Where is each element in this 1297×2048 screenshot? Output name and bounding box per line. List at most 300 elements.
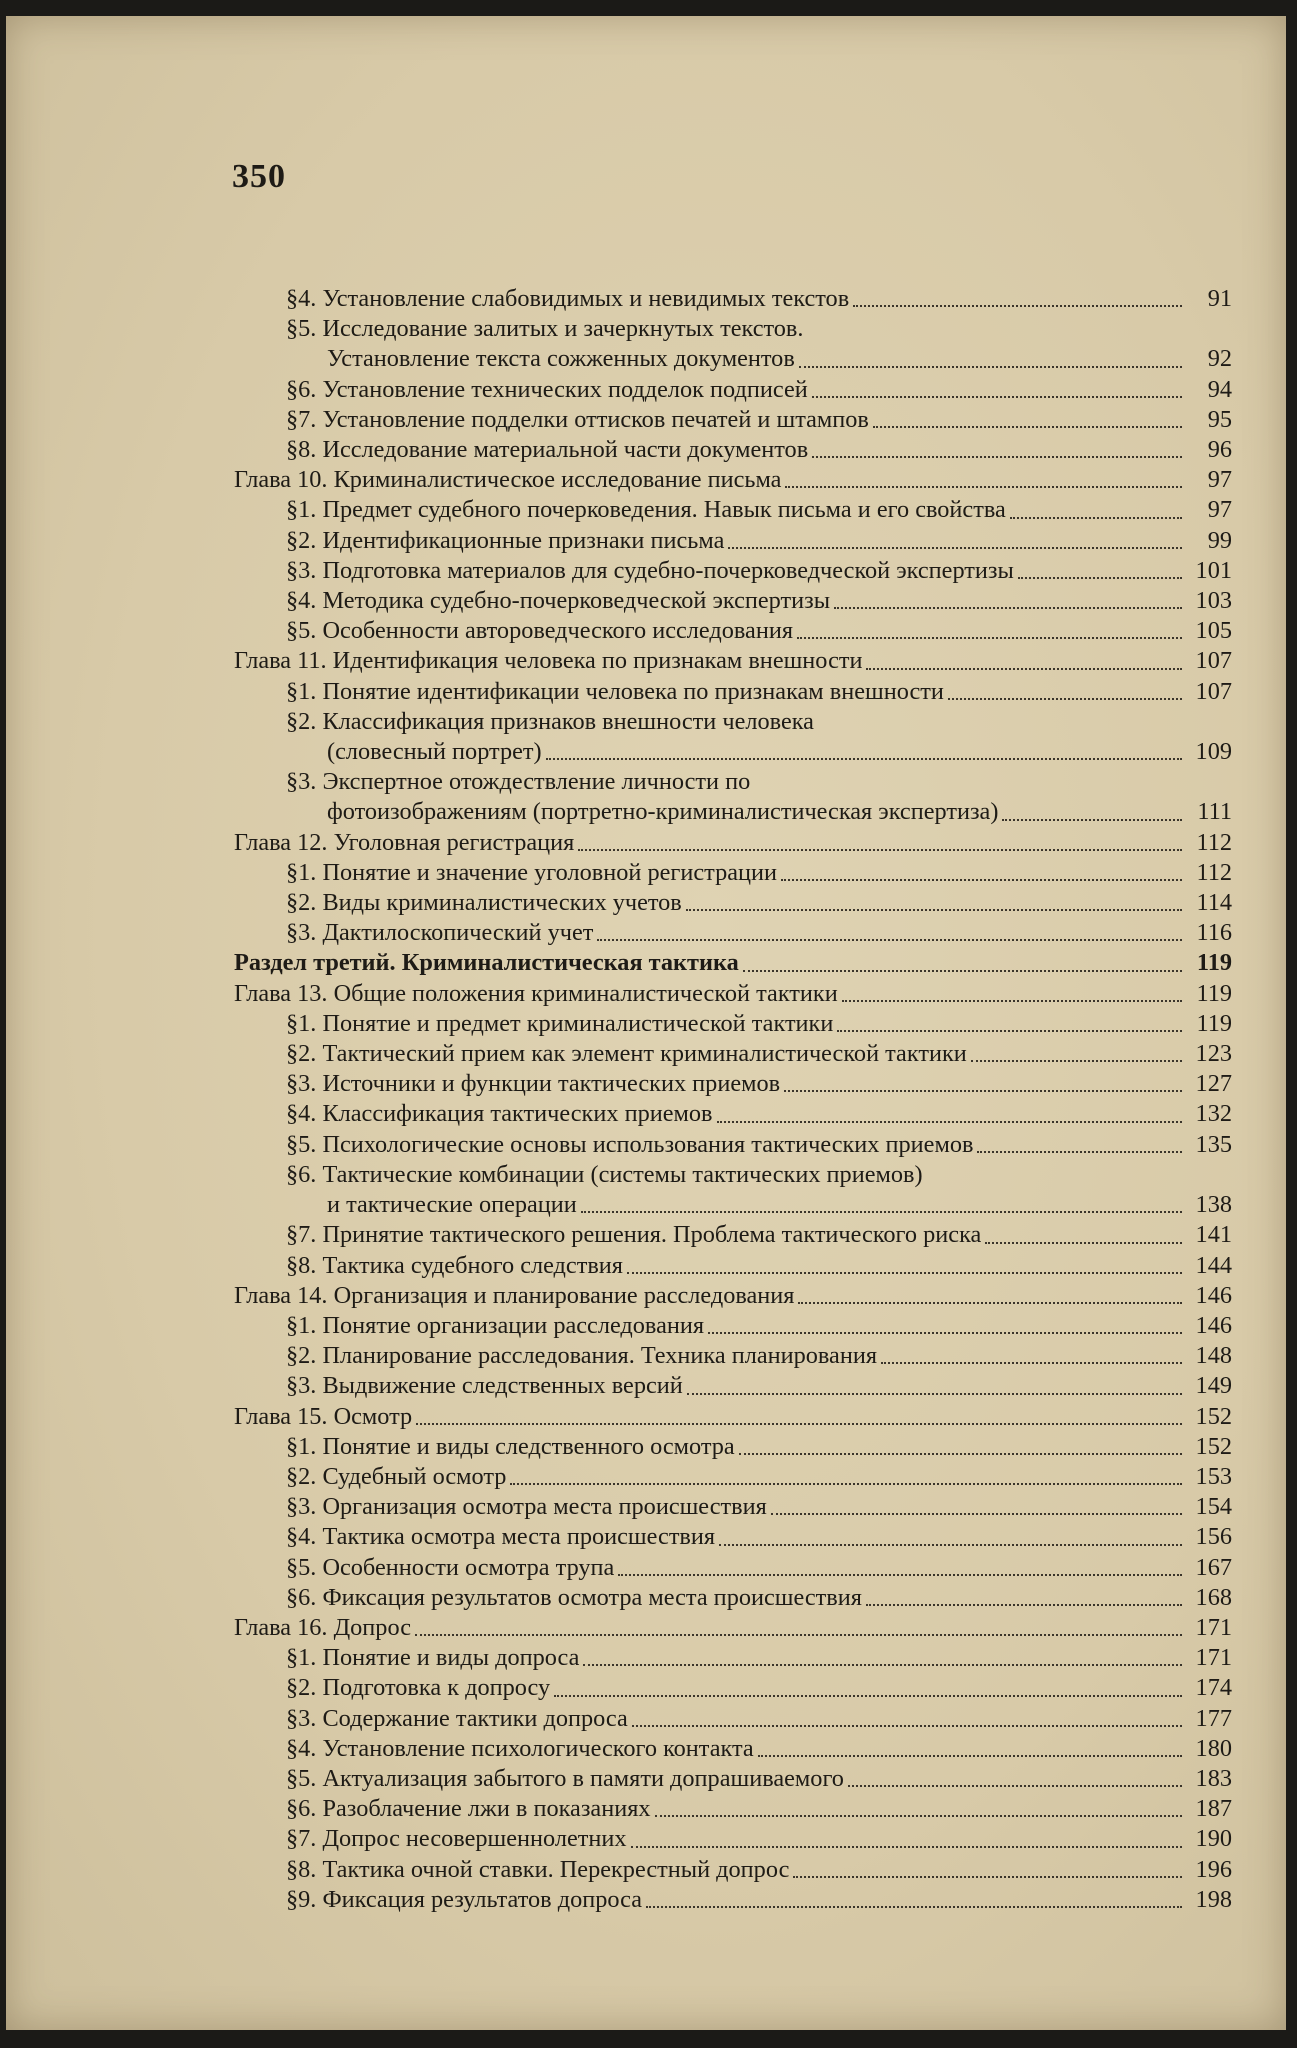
toc-page-number: 152 [1195,1432,1232,1460]
dot-leader [837,1029,1182,1032]
toc-entry-text [286,435,1232,465]
toc-entry-text [286,677,1232,707]
toc-entry-line [286,1643,1232,1673]
toc-entry-line [286,858,1232,888]
toc-entry-title: §1. Понятие и виды допроса [286,1644,580,1672]
dot-leader [1002,818,1182,821]
toc-entry-text [286,1160,1232,1220]
toc-entry-title: §4. Классификация тактических приемов [286,1100,713,1128]
toc-entry-line [286,405,1232,435]
toc-entry-title: Глава 16. Допрос [234,1613,411,1641]
dot-leader [739,1452,1182,1455]
toc-entry-line [286,1553,1232,1583]
toc-entry-title: §6. Фиксация результатов осмотра места происшествия [286,1583,862,1611]
toc-entry-text [234,1613,1232,1643]
toc-entry-title: §3. Организация осмотра места происшествия [286,1493,767,1521]
dot-leader [686,908,1182,911]
dot-leader [793,1875,1182,1878]
toc-entry-title: (словесный портрет) [327,738,542,766]
toc-entry-title: §4. Тактика осмотра места происшествия [286,1523,716,1551]
toc-entry-title: §2. Классификация признаков внешности человека [286,707,814,735]
toc-entry-title: Установление текста сожженных документов [327,345,795,373]
toc-entry-text [286,526,1232,556]
toc-entry-line [286,556,1232,586]
dot-leader [416,1422,1182,1425]
toc-entry-line [234,948,1232,978]
toc-entry-title: §5. Особенности осмотра трупа [286,1553,615,1581]
toc-entry-text [286,1069,1232,1099]
toc-entry-text [286,314,1232,374]
toc-entry-text [286,556,1232,586]
toc-entry-line [234,1613,1232,1643]
toc-entry-section [234,284,1232,314]
toc-entry-line [286,1069,1232,1099]
dot-leader [578,848,1182,851]
toc-entry-title: Глава 15. Осмотр [234,1402,413,1430]
toc-entry-chapter [234,465,1232,495]
dot-leader [771,1512,1182,1515]
toc-entry-text [286,284,1232,314]
dot-leader [583,1663,1182,1666]
toc-entry-section [234,1794,1232,1824]
toc-entry-title: §7. Допрос несовершеннолетних [286,1825,627,1853]
dot-leader [758,1754,1182,1757]
toc-entry-section [234,1492,1232,1522]
toc-entry-text [286,1764,1232,1794]
toc-entry-text [234,828,1232,858]
dot-leader [977,1150,1182,1153]
toc-page-number: 96 [1207,436,1232,464]
toc-page-number: 116 [1196,919,1232,947]
toc-entry-section [234,1099,1232,1129]
toc-entry-section [234,1130,1232,1160]
toc-entry-text [286,1583,1232,1613]
toc-entry-text [286,1371,1232,1401]
toc-entry-text [286,1855,1232,1885]
toc-page-number: 171 [1195,1644,1232,1672]
toc-page-number: 103 [1195,587,1232,615]
dot-leader [798,1301,1182,1304]
toc-page-number: 171 [1195,1613,1232,1641]
toc-entry-title: §1. Понятие и значение уголовной регистрации [286,858,778,886]
toc-entry-section [234,1553,1232,1583]
toc-entry-title: §6. Тактические комбинации (системы тактических приемов) [286,1160,923,1188]
toc-entry-line [286,1341,1232,1371]
toc-entry-title: §5. Психологические основы использования тактических приемов [286,1130,974,1158]
dot-leader [597,938,1182,941]
toc-entry-section [234,405,1232,435]
toc-page-number: 174 [1195,1674,1232,1702]
toc-page-number: 119 [1196,949,1232,977]
toc-entry-title: §5. Особенности автороведческого исследования [286,617,794,645]
toc-entry-title: §4. Установление психологического контакта [286,1734,754,1762]
toc-page-number: 99 [1207,526,1232,554]
dot-leader [687,1392,1182,1395]
dot-leader [873,425,1182,428]
toc-page-number: 144 [1195,1251,1232,1279]
dot-leader [797,636,1182,639]
toc-entry-text [286,616,1232,646]
dot-leader [646,1905,1182,1908]
toc-entry-text [286,888,1232,918]
toc-entry-part [234,948,1232,978]
dot-leader [743,969,1182,972]
toc-entry-text [286,918,1232,948]
toc-page-number: 107 [1195,677,1232,705]
toc-entry-section [234,1885,1232,1915]
toc-entry-title: §1. Понятие и виды следственного осмотра [286,1432,735,1460]
toc-entry-text [286,707,1232,767]
toc-entry-chapter [234,646,1232,676]
toc-entry-text [286,1432,1232,1462]
toc-entry-line [286,1462,1232,1492]
toc-entry-line [286,1009,1232,1039]
dot-leader [799,365,1182,368]
page-number: 350 [232,158,286,195]
toc-entry-line [286,1522,1232,1552]
toc-entry-text [286,1643,1232,1673]
toc-entry-text [234,979,1232,1009]
toc-entry-title: §8. Тактика очной ставки. Перекрестный допрос [286,1855,790,1883]
toc-entry-chapter [234,1613,1232,1643]
toc-entry-title: Раздел третий. Криминалистическая тактика [234,949,739,977]
toc-entry-title: §3. Источники и функции тактических приемов [286,1070,781,1098]
toc-entry-section [234,918,1232,948]
book-page [6,16,1286,2030]
toc-page-number: 92 [1207,345,1232,373]
toc-entry-line [286,1220,1232,1250]
toc-entry-text [286,1039,1232,1069]
table-of-contents [234,284,1232,1915]
toc-page-number: 97 [1207,496,1232,524]
toc-page-number: 146 [1195,1311,1232,1339]
toc-page-number: 105 [1195,617,1232,645]
toc-entry-line [286,1673,1232,1703]
toc-entry-line [286,1099,1232,1129]
dot-leader [971,1059,1182,1062]
toc-entry-text [286,586,1232,616]
toc-entry-line [286,767,1232,797]
toc-entry-title: §7. Установление подделки оттисков печатей и штампов [286,405,869,433]
toc-entry-text [286,1130,1232,1160]
toc-entry-title: §6. Разоблачение лжи в показаниях [286,1795,651,1823]
toc-entry-section [234,858,1232,888]
dot-leader [881,1361,1182,1364]
toc-entry-text [234,1402,1232,1432]
toc-entry-section [234,435,1232,465]
toc-page-number: 138 [1195,1191,1232,1219]
dot-leader [812,455,1182,458]
toc-entry-line [286,888,1232,918]
toc-entry-line [286,1371,1232,1401]
toc-entry-line [286,1764,1232,1794]
toc-entry-section [234,495,1232,525]
toc-entry-line [286,1824,1232,1854]
toc-page-number: 95 [1207,405,1232,433]
toc-entry-title: §2. Подготовка к допросу [286,1674,551,1702]
toc-entry-section [234,1160,1232,1220]
toc-entry-line [286,344,1232,374]
dot-leader [1018,576,1182,579]
toc-entry-title: §8. Тактика судебного следствия [286,1251,623,1279]
toc-entry-section [234,1432,1232,1462]
toc-entry-text [286,1009,1232,1039]
toc-entry-title: §3. Дактилоскопический учет [286,919,594,947]
toc-entry-title: §3. Содержание тактики допроса [286,1704,628,1732]
toc-page-number: 132 [1195,1100,1232,1128]
toc-entry-text [286,1251,1232,1281]
toc-page-number: 168 [1195,1583,1232,1611]
toc-entry-chapter [234,828,1232,858]
toc-entry-chapter [234,979,1232,1009]
toc-entry-title: §3. Экспертное отождествление личности по [286,768,751,796]
dot-leader [848,1784,1182,1787]
toc-page-number: 196 [1195,1855,1232,1883]
toc-page-number: 187 [1195,1795,1232,1823]
toc-page-number: 135 [1195,1130,1232,1158]
toc-entry-section [234,1251,1232,1281]
toc-entry-section [234,586,1232,616]
toc-entry-section [234,1462,1232,1492]
toc-page-number: 97 [1207,466,1232,494]
toc-entry-line [286,435,1232,465]
toc-entry-text [286,858,1232,888]
toc-entry-title: §2. Тактический прием как элемент криминалистической тактики [286,1040,967,1068]
toc-page-number: 141 [1195,1221,1232,1249]
dot-leader [546,757,1182,760]
toc-entry-title: §6. Установление технических подделок подписей [286,375,808,403]
toc-entry-line [286,1432,1232,1462]
toc-page-number: 177 [1195,1704,1232,1732]
toc-entry-text [286,1341,1232,1371]
toc-entry-line [286,1734,1232,1764]
toc-entry-title: §4. Методика судебно-почерковедческой экспертизы [286,587,831,615]
toc-entry-section [234,1764,1232,1794]
toc-page-number: 190 [1195,1825,1232,1853]
toc-entry-text [286,1492,1232,1522]
toc-entry-title: Глава 10. Криминалистическое исследование письма [234,466,782,494]
toc-page-number: 154 [1195,1493,1232,1521]
toc-entry-section [234,1069,1232,1099]
toc-entry-line [234,646,1232,676]
toc-entry-title: §1. Понятие идентификации человека по признакам внешности [286,677,944,705]
toc-entry-section [234,767,1232,827]
toc-entry-line [286,797,1232,827]
toc-entry-section [234,1824,1232,1854]
toc-entry-section [234,1704,1232,1734]
dot-leader [784,1089,1182,1092]
dot-leader [866,667,1182,670]
toc-page-number: 111 [1197,798,1232,826]
toc-entry-line [286,677,1232,707]
toc-page-number: 152 [1195,1402,1232,1430]
toc-entry-title: Глава 13. Общие положения криминалистической тактики [234,979,838,1007]
toc-entry-line [286,284,1232,314]
toc-entry-text [286,1824,1232,1854]
toc-page-number: 94 [1207,375,1232,403]
dot-leader [655,1814,1182,1817]
toc-entry-line [286,375,1232,405]
toc-entry-text [286,405,1232,435]
toc-entry-section [234,375,1232,405]
dot-leader [554,1694,1182,1697]
toc-entry-title: Глава 12. Уголовная регистрация [234,828,575,856]
toc-page-number: 91 [1207,285,1232,312]
toc-entry-text [286,1734,1232,1764]
dot-leader [717,1120,1182,1123]
toc-entry-text [286,1794,1232,1824]
toc-entry-line [286,1039,1232,1069]
toc-entry-section [234,1220,1232,1250]
toc-entry-section [234,1673,1232,1703]
toc-page-number: 127 [1195,1070,1232,1098]
toc-entry-section [234,707,1232,767]
toc-entry-section [234,526,1232,556]
toc-entry-title: Глава 14. Организация и планирование расследования [234,1281,795,1309]
toc-entry-title: §1. Понятие и предмет криминалистической тактики [286,1009,834,1037]
toc-entry-text [286,1220,1232,1250]
toc-entry-section [234,616,1232,646]
toc-entry-line [286,616,1232,646]
dot-leader [842,999,1182,1002]
toc-page-number: 101 [1195,556,1232,584]
toc-entry-text [286,375,1232,405]
toc-entry-text [286,1462,1232,1492]
toc-entry-line [286,1704,1232,1734]
toc-entry-title: §8. Исследование материальной части документов [286,436,809,464]
dot-leader [785,485,1182,488]
dot-leader [627,1271,1182,1274]
toc-entry-section [234,888,1232,918]
toc-entry-text [286,1311,1232,1341]
toc-entry-text [234,948,1232,978]
toc-page-number: 167 [1195,1553,1232,1581]
toc-entry-title: §9. Фиксация результатов допроса [286,1885,642,1913]
toc-page-number: 153 [1195,1462,1232,1490]
toc-entry-section [234,1009,1232,1039]
toc-page-number: 112 [1196,828,1232,856]
dot-leader [812,395,1182,398]
toc-entry-line [286,586,1232,616]
toc-entry-text [234,465,1232,495]
dot-leader [853,304,1182,307]
toc-entry-text [286,1099,1232,1129]
dot-leader [948,697,1182,700]
toc-entry-section [234,1311,1232,1341]
toc-entry-line [286,1190,1232,1220]
toc-entry-line [286,1160,1232,1190]
toc-page-number: 198 [1195,1885,1232,1913]
toc-entry-text [286,1553,1232,1583]
toc-entry-line [234,1402,1232,1432]
toc-entry-line [286,1855,1232,1885]
toc-entry-title: §2. Судебный осмотр [286,1462,507,1490]
toc-entry-section [234,1371,1232,1401]
dot-leader [719,1543,1182,1546]
toc-entry-section [234,1583,1232,1613]
toc-entry-text [286,1522,1232,1552]
toc-entry-line [286,1794,1232,1824]
toc-entry-text [234,646,1232,676]
dot-leader [510,1482,1182,1485]
toc-entry-text [286,1704,1232,1734]
toc-entry-title: §4. Установление слабовидимых и невидимых текстов [286,285,850,312]
toc-page-number: 183 [1195,1764,1232,1792]
toc-page-number: 119 [1196,979,1232,1007]
toc-page-number: 149 [1195,1372,1232,1400]
dot-leader [866,1603,1182,1606]
toc-entry-title: §1. Понятие организации расследования [286,1311,705,1339]
toc-page-number: 112 [1196,858,1232,886]
toc-page-number: 107 [1195,647,1232,675]
dot-leader [1010,516,1182,519]
dot-leader [781,878,1182,881]
toc-entry-text [286,1673,1232,1703]
toc-entry-section [234,556,1232,586]
toc-entry-title: §2. Виды криминалистических учетов [286,889,682,917]
dot-leader [581,1210,1182,1213]
dot-leader [728,546,1182,549]
toc-entry-text [286,1885,1232,1915]
toc-entry-section [234,1855,1232,1885]
toc-entry-line [286,1311,1232,1341]
toc-page-number: 114 [1196,889,1232,917]
toc-entry-title: §5. Актуализация забытого в памяти допрашиваемого [286,1764,844,1792]
dot-leader [415,1633,1182,1636]
toc-entry-title: §5. Исследование залитых и зачеркнутых текстов. [286,315,804,343]
toc-entry-line [286,314,1232,344]
toc-entry-line [234,979,1232,1009]
toc-page-number: 148 [1195,1342,1232,1370]
toc-entry-text [234,1281,1232,1311]
toc-entry-line [286,495,1232,525]
toc-entry-chapter [234,1402,1232,1432]
toc-entry-section [234,1341,1232,1371]
toc-entry-line [286,1583,1232,1613]
toc-entry-section [234,1522,1232,1552]
toc-page-number: 146 [1195,1281,1232,1309]
dot-leader [985,1241,1182,1244]
dot-leader [632,1724,1182,1727]
toc-entry-line [286,526,1232,556]
toc-page-number: 156 [1195,1523,1232,1551]
toc-entry-line [286,1130,1232,1160]
toc-entry-line [234,1281,1232,1311]
toc-page-number: 123 [1195,1040,1232,1068]
toc-page-number: 109 [1195,738,1232,766]
toc-entry-text [286,495,1232,525]
dot-leader [631,1845,1182,1848]
toc-entry-title: §1. Предмет судебного почерковедения. Навык письма и его свойства [286,496,1006,524]
toc-entry-title: и тактические операции [327,1191,577,1219]
toc-entry-section [234,677,1232,707]
toc-page-number: 119 [1196,1009,1232,1037]
toc-entry-line [286,1251,1232,1281]
toc-entry-title: Глава 11. Идентификация человека по признакам внешности [234,647,863,675]
toc-entry-section [234,1039,1232,1069]
toc-entry-title: §2. Планирование расследования. Техника планирования [286,1342,878,1370]
toc-entry-chapter [234,1281,1232,1311]
toc-entry-line [234,465,1232,495]
dot-leader [834,606,1182,609]
toc-entry-section [234,1643,1232,1673]
toc-entry-line [286,707,1232,737]
toc-entry-line [286,918,1232,948]
toc-entry-title: §3. Выдвижение следственных версий [286,1372,683,1400]
toc-entry-title: §3. Подготовка материалов для судебно-почерковедческой экспертизы [286,556,1014,584]
toc-entry-line [286,1492,1232,1522]
dot-leader [618,1573,1182,1576]
